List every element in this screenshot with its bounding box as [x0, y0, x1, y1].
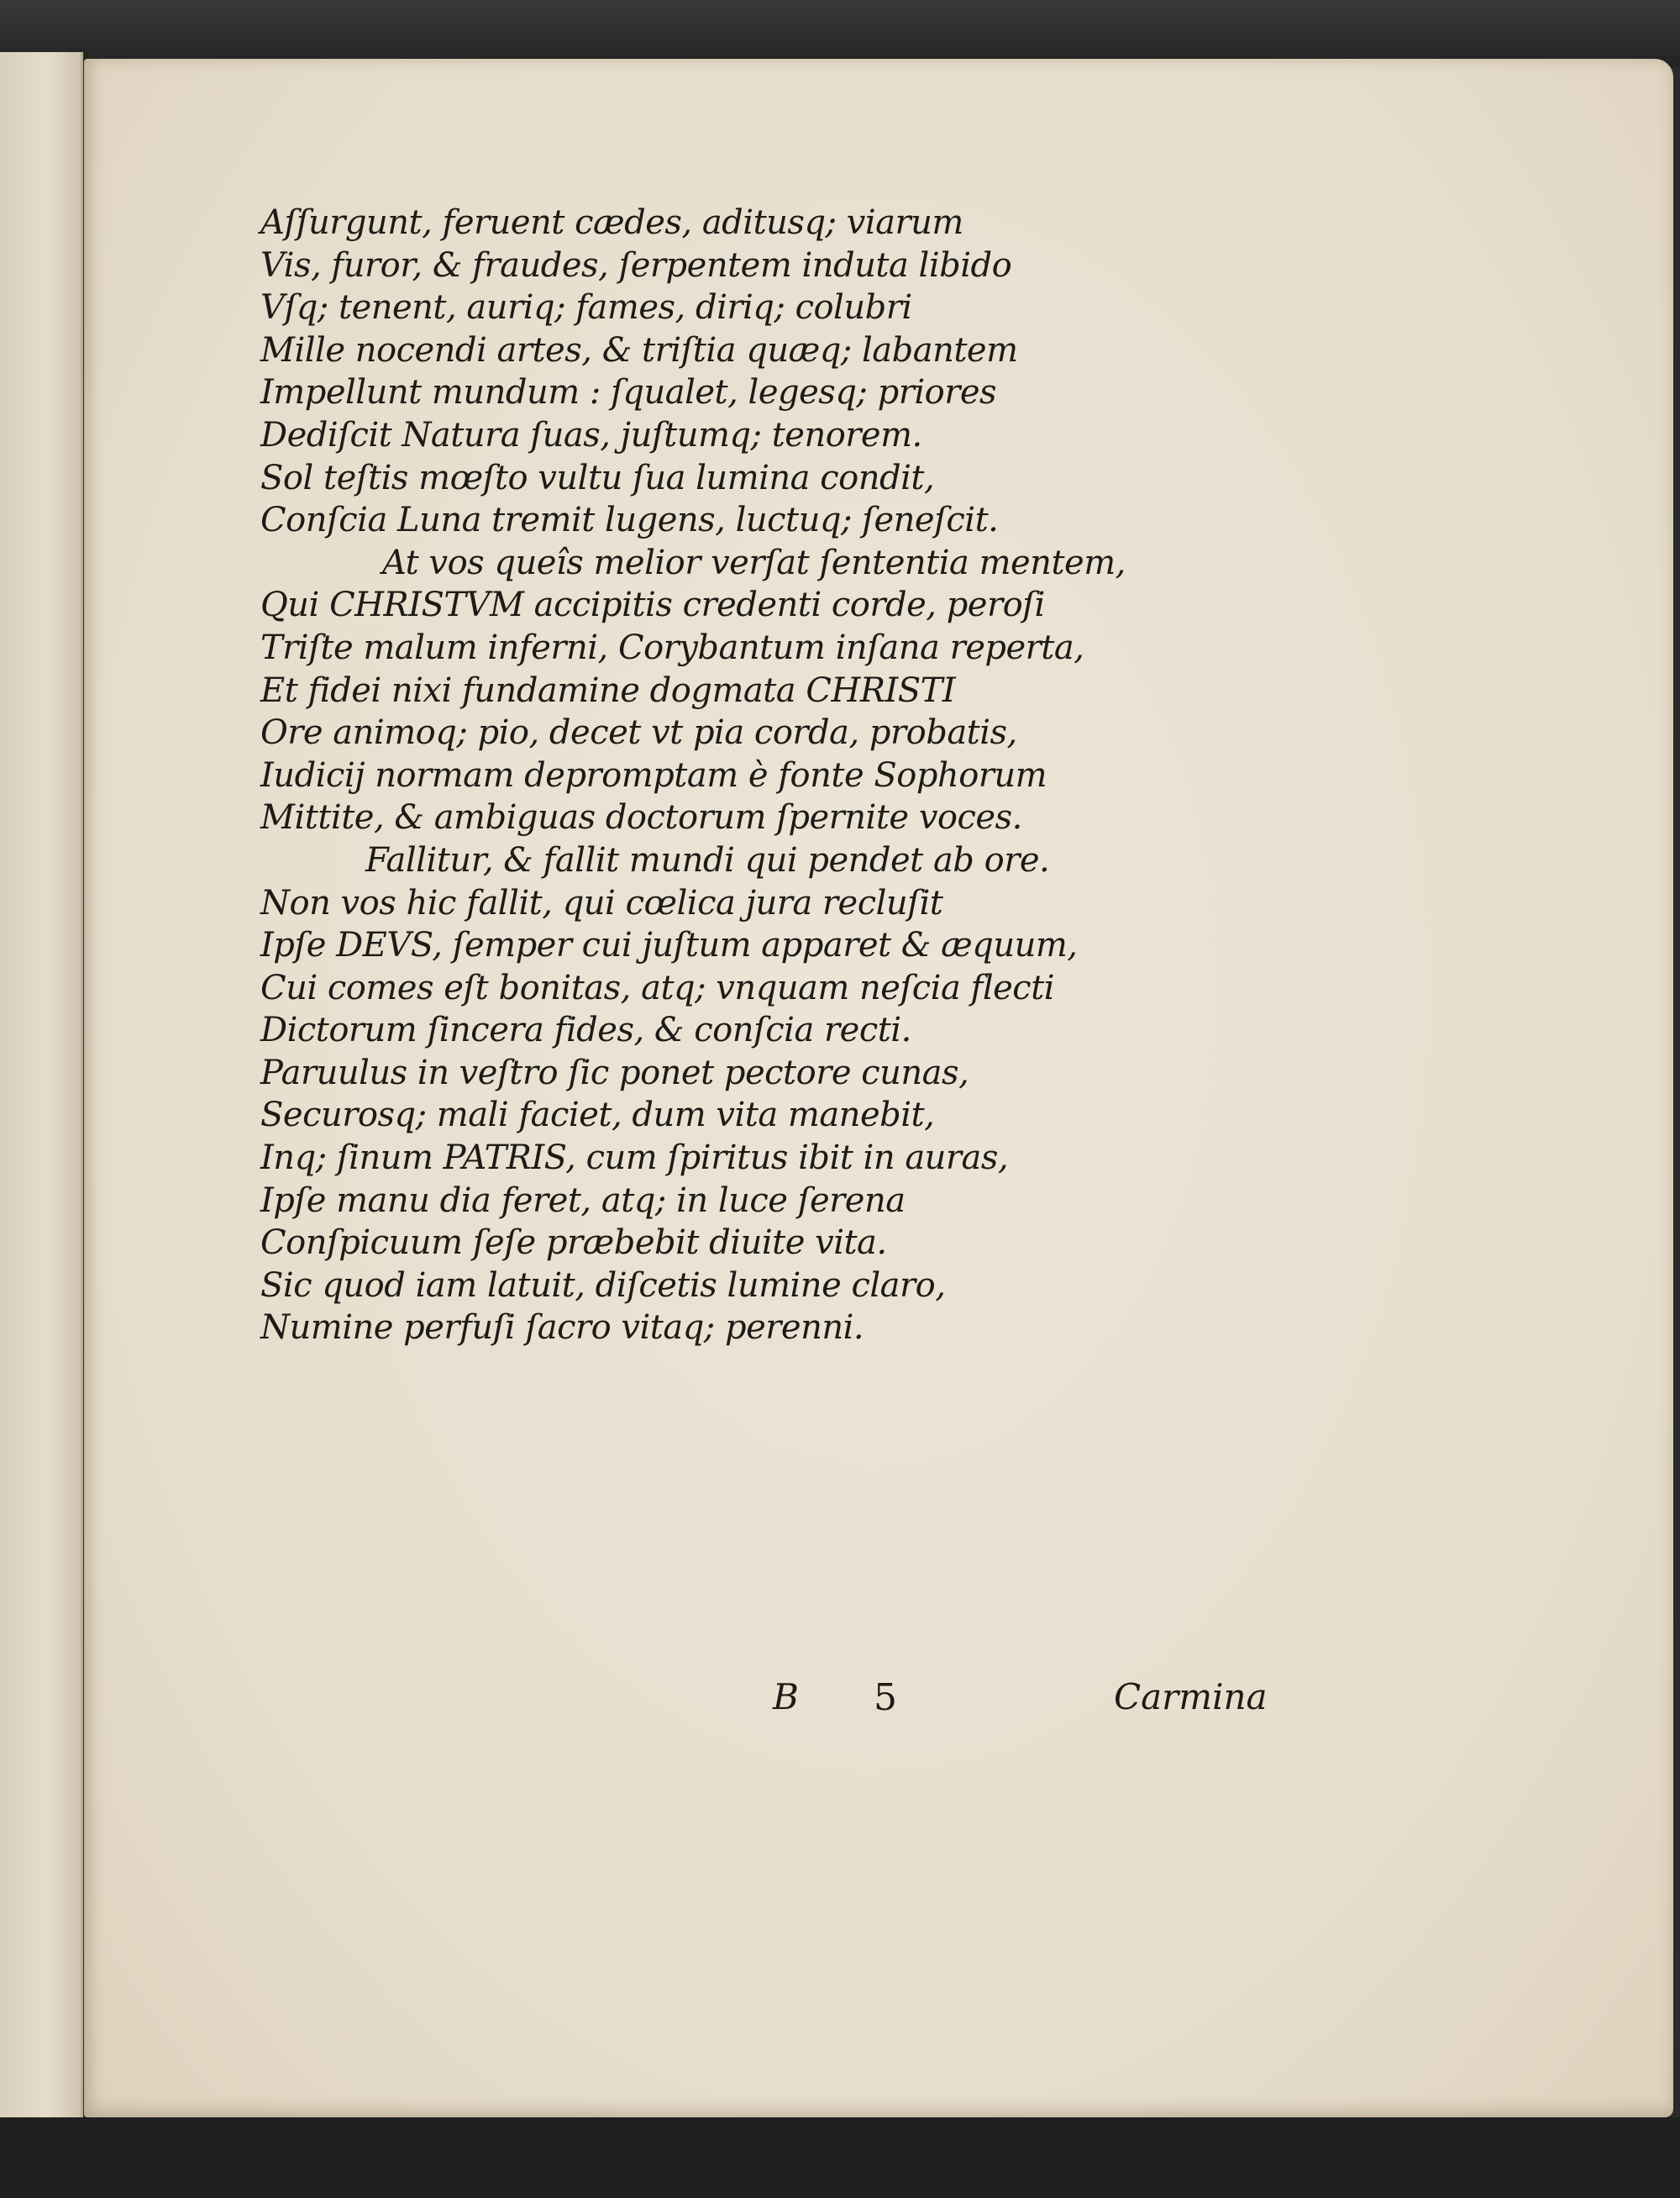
signature-mark: B	[773, 1676, 799, 1717]
verse-line: Mittite, & ambiguas doctorum ſpernite voces.	[260, 798, 1022, 838]
verse-line: Ipſe manu dia feret, atq; in luce ſerena	[260, 1181, 906, 1220]
verse-line: Non vos hic fallit, qui cœlica jura recluſit	[260, 883, 943, 923]
verse-line: Conſcia Luna tremit lugens, luctuq; ſeneſcit.	[260, 501, 999, 540]
verse-line: Qui CHRISTVM accipitis credenti corde, peroſi	[260, 586, 1045, 625]
poem-text	[260, 202, 1352, 1349]
verse-line: Iudicij normam depromptam è fonte Sophorum	[260, 755, 1047, 795]
verse-line: Vſq; tenent, auriq; fames, diriq; colubri	[260, 288, 912, 328]
verse-line: Aſſurgunt, feruent cædes, aditusq; viarum	[260, 203, 963, 242]
verse-line: Impellunt mundum : ſqualet, legesq; priores	[260, 373, 997, 413]
verse-line: Sol teſtis mœſto vultu ſua lumina condit,	[260, 458, 935, 497]
signature-number: 5	[874, 1676, 897, 1719]
verse-line: Securosq; mali faciet, dum vita manebit,	[260, 1096, 935, 1135]
verse-line: Conſpicuum ſeſe præbebit diuite vita.	[260, 1223, 887, 1263]
verse-line: Dediſcit Natura ſuas, juſtumq; tenorem.	[260, 415, 922, 455]
facing-page-edge	[0, 52, 83, 2119]
verse-line: Ore animoq; pio, decet vt pia corda, probatis,	[260, 713, 1017, 753]
verse-line: Et fidei nixi fundamine dogmata CHRISTI	[260, 670, 956, 710]
verse-line: Triſte malum inferni, Corybantum inſana reperta,	[260, 628, 1084, 667]
verse-line: Vis, furor, & fraudes, ſerpentem induta libido	[260, 245, 1012, 285]
verse-line: Sic quod iam latuit, diſcetis lumine claro,	[260, 1265, 946, 1305]
verse-line: Numine perfuſi ſacro vitaq; perenni.	[260, 1308, 864, 1348]
verse-line: Ipſe DEVS, ſemper cui juſtum apparet & æquum,	[260, 926, 1078, 965]
verse-line: Paruulus in veſtro ſic ponet pectore cunas,	[260, 1053, 969, 1092]
verse-line: Mille nocendi artes, & triſtia quæq; labantem	[260, 330, 1018, 370]
dark-background-bottom	[0, 2117, 1680, 2198]
verse-line: Fallitur, & fallit mundi qui pendet ab ore.	[365, 840, 1050, 880]
verse-line: Dictorum ſincera fides, & conſcia recti.	[260, 1011, 911, 1050]
catchword: Carmina	[1114, 1676, 1268, 1717]
verse-line: At vos queîs melior verſat ſententia mentem,	[382, 543, 1126, 582]
dark-background-top	[0, 0, 1680, 67]
verse-line: Cui comes eſt bonitas, atq; vnquam neſcia flecti	[260, 968, 1055, 1007]
verse-line: Inq; ſinum PATRIS, cum ſpiritus ibit in auras,	[260, 1138, 1009, 1178]
